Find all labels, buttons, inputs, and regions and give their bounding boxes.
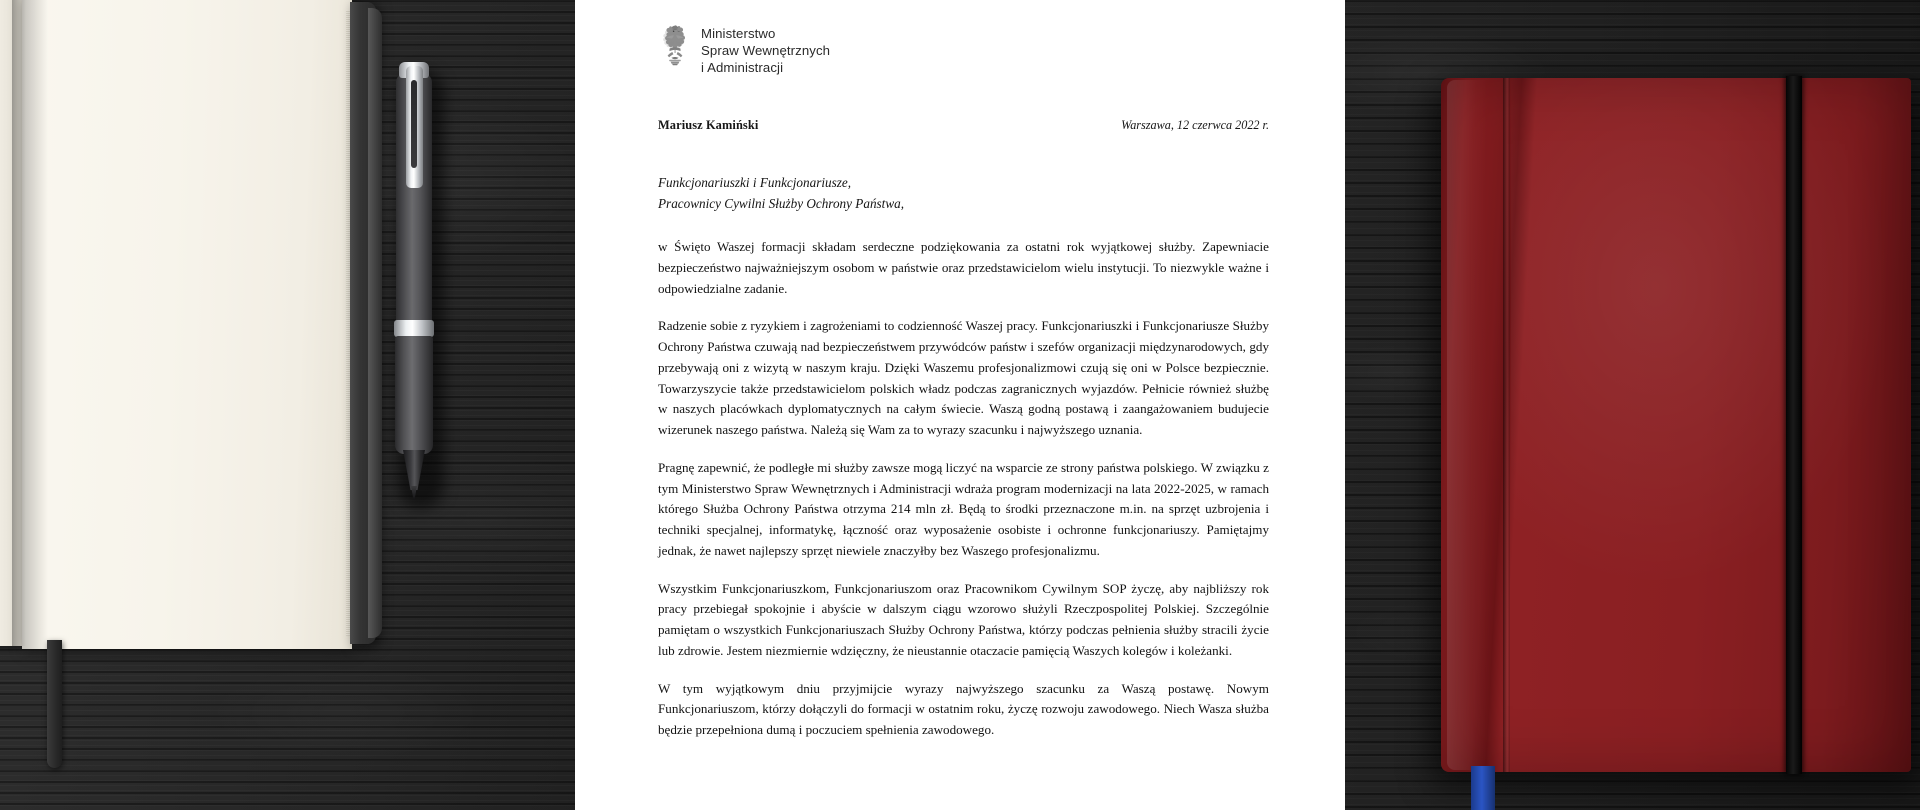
pen-clip-slot bbox=[411, 80, 417, 168]
closed-red-notebook bbox=[1441, 78, 1911, 778]
sender-name: Mariusz Kamiński bbox=[658, 118, 759, 133]
letter-body bbox=[575, 0, 1345, 741]
ministry-line-3: i Administracji bbox=[701, 60, 784, 76]
polish-eagle-emblem-icon bbox=[658, 24, 692, 66]
pen-barrel bbox=[395, 336, 433, 454]
letter-document-panel bbox=[575, 0, 1345, 810]
left-photo-panel bbox=[0, 0, 575, 810]
letter-paragraph: Radzenie sobie z ryzykiem i zagrożeniami to codzienność Waszej pracy. Funkcjonariuszki i Funkcjonariusze Służby Ochrony Państwa czuwają nad bezpieczeństwem przywódców państw i szefów organizacji międzynarodowych, gdy przebywają oni z wizytą w naszym kraju. Dzięki Waszemu profesjonalizmowi czują się oni w Polsce bezpiecznie. Towarzyszycie także przedstawicielom polskich władz podczas zagranicznych wyjazdów. Pełnicie również służbę w naszych placówkach dyplomatycznych na całym świecie. Waszą godną postawą i zaangażowaniem budujecie wizerunek naszego państwa. Należą się Wam za to wyrazy szacunku i najwyższego uznania. bbox=[658, 318, 1269, 438]
notebook-elastic-bookmark bbox=[47, 640, 62, 768]
letter-paragraph: Pragnę zapewnić, że podległe mi służby zawsze mogą liczyć na wsparcie ze strony państwa polskiego. W związku z tym Ministerstwo Spraw Wewnętrznych i Administracji wdraża program modernizacji na lata 2022-2025, w ramach którego Służba Ochrony Państwa otrzyma 214 mln zł. Będą to środki przeznaczone m.in. na sprzęt uzbrojenia i techniki specjalnej, informatykę, łączność oraz wyposażenie osobiste i ochronne funkcjonariuszy. Pamiętajmy jednak, że nawet najlepszy sprzęt niewiele znaczyłby bez Waszego profesjonalizmu. bbox=[658, 459, 1269, 558]
ballpoint-pen bbox=[392, 62, 436, 504]
notebook-blue-ribbon-bookmark bbox=[1471, 766, 1495, 810]
letter-paragraph: W tym wyjątkowym dniu przyjmijcie wyrazy najwyższego szacunku za Waszą postawę. Nowym Funkcjonariuszom, którzy dołączyli do formacji w ostatnim roku, życzę rozwoju zawodowego. Niech Wasza służba będzie przepełniona dumą i poczuciem spełnienia zawodowego. bbox=[658, 680, 1269, 738]
salutation-line-2: Pracownicy Cywilni Służby Ochrony Państwa, bbox=[658, 196, 905, 212]
place-and-date: Warszawa, 12 czerwca 2022 r. bbox=[1121, 118, 1269, 133]
notebook-cover-lip bbox=[368, 8, 382, 638]
notebook-spine-fold bbox=[1503, 78, 1510, 772]
notebook-spine-highlight bbox=[1447, 80, 1487, 770]
notebook-gutter bbox=[12, 0, 26, 646]
ministry-name bbox=[701, 24, 830, 76]
open-notebook bbox=[0, 0, 380, 654]
pen-chrome-center-ring bbox=[394, 320, 434, 337]
letter-paragraph: w Święto Waszej formacji składam serdeczne podziękowania za ostatni rok wyjątkowej służby. Zapewniacie bezpieczeństwo najważniejszym osobom w państwie oraz przedstawicielom wielu instytucji. To niezwykle ważne i odpowiedzialne zadanie. bbox=[658, 239, 1269, 296]
salutation-line-1: Funkcjonariuszki i Funkcjonariusze, bbox=[658, 175, 852, 191]
letterhead bbox=[658, 24, 1269, 76]
letter-paragraph: Wszystkim Funkcjonariuszkom, Funkcjonariuszom oraz Pracownikom Cywilnym SOP życzę, aby najbliższy rok pracy przebiegał spokojnie i abyście w dalszym ciągu wzorowo służyli Rzeczpospolitej Polskiej. Szczególnie pamiętam o wszystkich Funkcjonariuszach Służby Ochrony Państwa, którzy podczas pełnienia służby stracili życie lub zdrowie. Jestem niezmiernie wdzięczny, że nieustannie otaczacie pamięcią Waszych kolegów i koleżanki. bbox=[658, 580, 1269, 658]
notebook-black-elastic-band bbox=[1786, 76, 1802, 774]
salutation bbox=[658, 173, 1269, 215]
notebook-cover-sheen bbox=[1511, 78, 1911, 772]
notebook-blank-page bbox=[22, 0, 352, 649]
ministry-line-1: Ministerstwo bbox=[701, 26, 776, 41]
letter-meta-row bbox=[658, 118, 1269, 133]
right-photo-panel bbox=[1345, 0, 1920, 810]
letter-paragraphs bbox=[658, 237, 1269, 741]
ministry-line-2: Spraw Wewnętrznych bbox=[701, 43, 831, 59]
